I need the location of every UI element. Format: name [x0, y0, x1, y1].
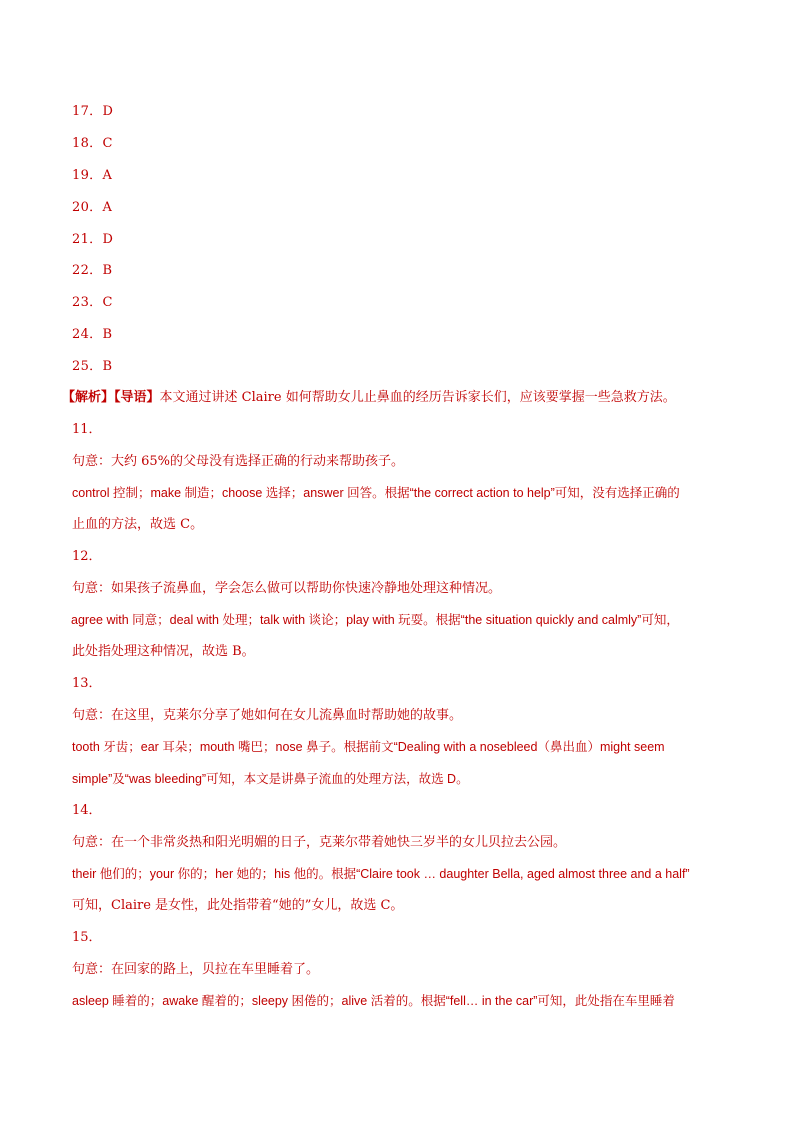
sentence-meaning: 句意：如果孩子流鼻血，学会怎么做可以帮助你快速冷静地处理这种情况。 [72, 581, 502, 596]
explanation-line: their 他们的；your 你的；her 她的；his 他的。根据“Claire took … daughter Bella, aged almost three and a half” [72, 867, 690, 881]
question-number: 14． [72, 803, 102, 818]
answer-item: 20．A [72, 200, 113, 215]
explanation-line: control 控制；make 制造；choose 选择；answer 回答。根据“the correct action to help”可知，没有选择正确的 [72, 486, 680, 500]
analysis-summary: 本文通过讲述 Claire 如何帮助女儿止鼻血的经历告诉家长们，应该要掌握一些急救方法。 [159, 390, 676, 405]
sentence-meaning: 句意：在这里，克莱尔分享了她如何在女儿流鼻血时帮助她的故事。 [72, 708, 463, 723]
explanation-line: simple”及“was bleeding”可知，本文是讲鼻子流血的处理方法，故选 D。 [72, 772, 469, 786]
explanation-line: 可知，Claire 是女性，此处指带着“她的”女儿，故选 C。 [72, 898, 404, 913]
answer-item: 19．A [72, 168, 113, 183]
question-number: 13． [72, 676, 102, 691]
answer-item: 24．B [72, 327, 113, 342]
explanation-line: agree with 同意；deal with 处理；talk with 谈论；play with 玩耍。根据“the situation quickly and calmly”可知， [71, 613, 679, 627]
analysis-intro [62, 388, 676, 408]
analysis-tag: 【解析】【导语】 [62, 390, 160, 405]
explanation-line: tooth 牙齿；ear 耳朵；mouth 嘴巴；nose 鼻子。根据前文“Dealing with a nosebleed（鼻出血）might seem [72, 740, 665, 754]
explanation-line: 此处指处理这种情况，故选 B。 [72, 644, 255, 659]
answer-item: 25．B [72, 359, 113, 374]
answer-item: 22．B [72, 263, 113, 278]
sentence-meaning: 句意：在回家的路上，贝拉在车里睡着了。 [72, 962, 320, 977]
sentence-meaning: 句意：大约 65%的父母没有选择正确的行动来帮助孩子。 [72, 454, 405, 469]
answer-item: 21．D [72, 232, 114, 247]
question-number: 15． [72, 930, 102, 945]
sentence-meaning: 句意：在一个非常炎热和阳光明媚的日子，克莱尔带着她快三岁半的女儿贝拉去公园。 [72, 835, 567, 850]
explanation-line: asleep 睡着的；awake 醒着的；sleepy 困倦的；alive 活着的。根据“fell… in the car”可知，此处指在车里睡着 [72, 994, 675, 1008]
answer-item: 17．D [72, 104, 114, 119]
answer-item: 18．C [72, 136, 113, 151]
explanation-line: 止血的方法，故选 C。 [72, 517, 204, 532]
question-number: 12． [72, 549, 102, 564]
question-number: 11． [72, 422, 102, 437]
answer-item: 23．C [72, 295, 113, 310]
